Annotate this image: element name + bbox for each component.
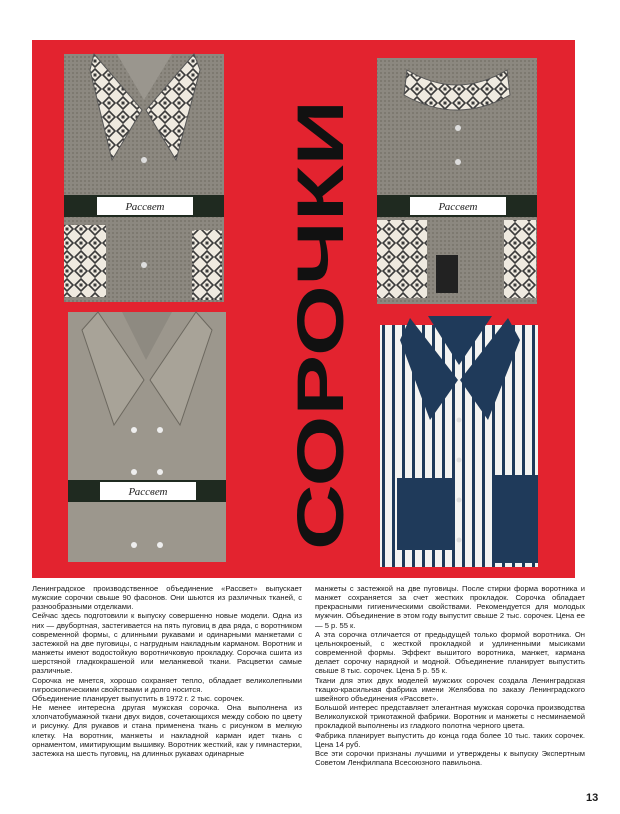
- shirt-striped: [380, 316, 538, 567]
- svg-text:Рассвет: Рассвет: [438, 201, 478, 213]
- svg-text:Рассвет: Рассвет: [128, 486, 168, 498]
- paragraph: манжеты с застежкой на две пуговицы. После стирки форма воротника и манжет сохраняется за счет жестких прокладок. Сорочка обладает прекрасными гигиеническими свойствами. Рекомендуется для молодых мужчин. Объединение в этом году выпустит свыше 2 тыс. сорочек. Цена ее — 5 р. 55 к.: [315, 584, 585, 630]
- brand-label: Рассвет: [125, 201, 165, 213]
- text-column-1: [32, 584, 302, 758]
- shirts-photo: [32, 40, 575, 578]
- paragraph: Ленинградское производственное объединение «Рассвет» выпускает мужские сорочки свыше 90 фасонов. Они шьются из различных тканей, с разнообразными отделками.: [32, 584, 302, 612]
- page-number: 13: [586, 792, 599, 804]
- page-title: СОРОЧКИ: [285, 224, 357, 550]
- shirt-double-breasted: [68, 312, 226, 562]
- shirt-ornament-collar: [64, 54, 224, 302]
- paragraph: Ткани для этих двух моделей мужских сорочек создала Ленинградская ткацко-красильная фабрика имени Желябова по заказу Ленинградского швейного объединения «Рассвет».: [315, 675, 585, 703]
- paragraph: Не менее интересна другая мужская сорочка. Она выполнена из хлопчатобумажной ткани двух видов, сочетающихся между собою по цвету и рисунку. Для рукавов и стана применена ткань с рисунком в мелкую клетку. На воротник, манжеты и накладной карман идет ткань с орнаментом, имитирующим вышивку. Воротник жесткий, как у гимнастерки, застежка на шесть пуговиц, на длинных рукавах одинарные: [32, 703, 302, 758]
- text-column-2: [315, 584, 585, 767]
- paragraph: Фабрика планирует выпустить до конца года более 10 тыс. таких сорочек. Цена 14 руб.: [315, 730, 585, 749]
- paragraph: Большой интерес представляет элегантная мужская сорочка производства Великолукской трикотажной фабрики. Воротник и манжеты с несминаемой прокладкой выполнены из гладкого полотна черного цвета.: [315, 703, 585, 731]
- paragraph: Все эти сорочки признаны лучшими и утверждены к выпуску Экспертным Советом Ленфилпапа Всесоюзного павильона.: [315, 748, 585, 767]
- vertical-title: [285, 90, 365, 560]
- shirt-band-collar: [377, 58, 537, 304]
- paragraph: Сейчас здесь подготовили к выпуску совершенно новые модели. Одна из них — двубортная, застегивается на пять пуговиц в два ряда, с воротником современной формы, с длинными рукавами и одинарными манжетами с застежкой на две пуговицы, с нагрудным накладным карманом. Воротник и манжеты имеют водостойкую воротничковую прокладку. Сорочка сшита из шерстяной гладкокрашеной или меланжевой ткани. Расцветки самые различные.: [32, 611, 302, 676]
- paragraph: А эта сорочка отличается от предыдущей только формой воротника. Он цельнокроеный, с жесткой прокладкой и удлиненными мысиками современной формы. Эффект вышитого воротника, манжет, кармана делает сорочку нарядной и модной. Объединение планирует выпустить свыше 8 тыс. сорочек. Цена 5 р. 55 к.: [315, 629, 585, 676]
- paragraph: Объединение планирует выпустить в 1972 г. 2 тыс. сорочек.: [32, 693, 245, 703]
- paragraph: Сорочка не мнется, хорошо сохраняет тепло, обладает великолепными гигроскопическими свойствами и долго носится.: [32, 675, 302, 694]
